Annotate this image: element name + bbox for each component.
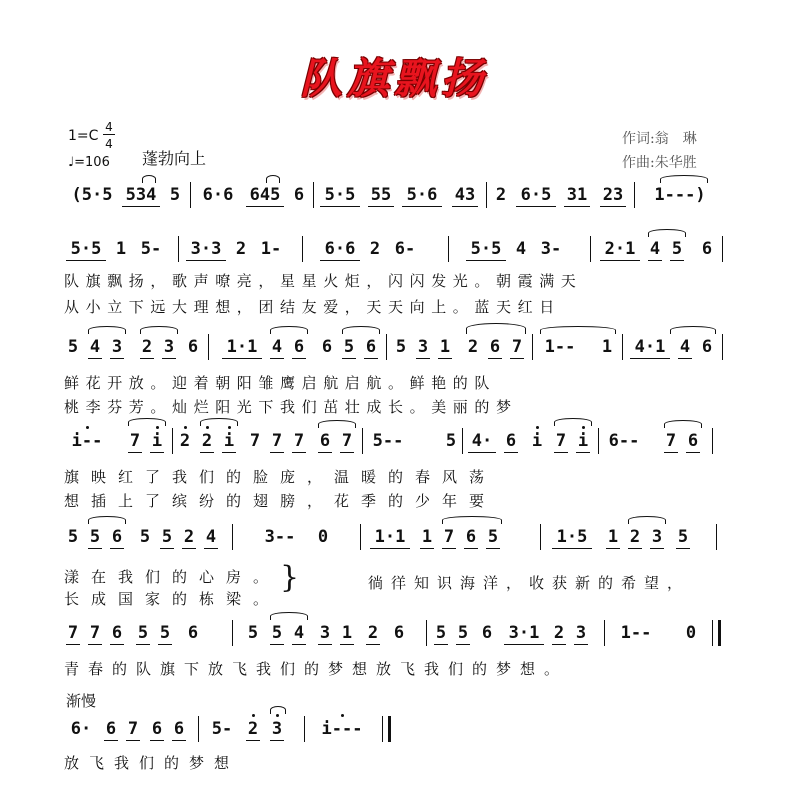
music-line-5 xyxy=(0,526,788,556)
note-group: 2·1 xyxy=(600,238,640,261)
tie-arc xyxy=(142,175,156,183)
slur-arc xyxy=(540,326,616,334)
note-group: (5·5 xyxy=(71,185,113,205)
note: 1 xyxy=(421,527,433,547)
note: 5 xyxy=(343,337,355,357)
final-bar xyxy=(388,716,391,742)
barline xyxy=(302,236,303,262)
note-group: 4·1 xyxy=(630,336,670,359)
note: 7 xyxy=(89,623,101,643)
note: 6 xyxy=(365,337,377,357)
note-group: 1-- xyxy=(620,623,652,643)
note: 3 xyxy=(651,527,663,547)
ritardando-mark: 渐慢 xyxy=(66,692,97,710)
barline xyxy=(448,236,449,262)
note: 1 xyxy=(439,337,451,357)
note-group: 645 xyxy=(246,184,284,207)
music-line-2 xyxy=(0,238,788,268)
note: 4 xyxy=(271,337,283,357)
fermata-arc xyxy=(270,706,286,714)
barline xyxy=(382,716,383,742)
barline xyxy=(360,524,361,550)
barline xyxy=(208,334,209,360)
barline xyxy=(198,716,199,742)
note: i xyxy=(223,431,235,451)
barline xyxy=(462,428,463,454)
time-signature-top: 4 xyxy=(105,120,113,134)
note: 2 xyxy=(235,239,247,259)
note: 6 xyxy=(293,337,305,357)
note-group: 3·3 xyxy=(186,238,226,261)
note: 3 xyxy=(111,337,123,357)
barline xyxy=(426,620,427,646)
note-group: 1- xyxy=(260,239,282,259)
lyrics-line-2-verse-2 xyxy=(0,396,788,416)
tie-arc xyxy=(266,175,280,183)
note: 4 xyxy=(649,239,661,259)
note: 6 xyxy=(105,719,117,739)
note-group: 43 xyxy=(452,184,478,207)
note: 6 xyxy=(687,431,699,451)
lyrics-line-3-verse-1 xyxy=(0,466,788,486)
note-group: 23 xyxy=(600,184,626,207)
note: 7 xyxy=(129,431,141,451)
note: i xyxy=(531,431,543,451)
note: 4 xyxy=(293,623,305,643)
tempo-mark: ♩=106 xyxy=(68,155,110,170)
note: 5 xyxy=(677,527,689,547)
slur-arc xyxy=(466,323,526,334)
note: 6 xyxy=(173,719,185,739)
slur-arc xyxy=(628,516,666,524)
lyric-text: 长成国家的栋梁。 xyxy=(64,590,281,608)
note-group: i--- xyxy=(312,718,372,740)
barline xyxy=(722,236,723,262)
note: 2 xyxy=(629,527,641,547)
note: 7 xyxy=(555,431,567,451)
note: 6 xyxy=(321,337,333,357)
note: 1 xyxy=(115,239,127,259)
note: 2 xyxy=(179,431,191,451)
note: 5 xyxy=(159,623,171,643)
note: 6 xyxy=(393,623,405,643)
barline xyxy=(716,524,717,550)
note: 6 xyxy=(465,527,477,547)
note: 4 xyxy=(679,337,691,357)
barline xyxy=(486,182,487,208)
slur-arc xyxy=(670,326,716,334)
lyric-text: 旗映红了我们的脸庞，温暖的春风荡 xyxy=(64,468,497,486)
lyric-text: 漾在我们的心房。 xyxy=(64,568,281,586)
note: 7 xyxy=(665,431,677,451)
slur-arc xyxy=(554,418,592,426)
slur-arc xyxy=(442,516,502,524)
lyric-text: 从小立下远大理想，团结友爱，天天向上。蓝天红日 xyxy=(64,298,561,316)
note-group: 6- xyxy=(394,239,416,259)
note: 2 xyxy=(495,185,507,205)
note: 5 xyxy=(67,337,79,357)
note-group: i-- xyxy=(66,430,108,452)
note-group: 1---) xyxy=(654,185,706,205)
note-group: 5·5 xyxy=(466,238,506,261)
music-line-3 xyxy=(0,336,788,366)
slur-arc xyxy=(318,420,356,428)
lyrics-line-3-verse-2 xyxy=(0,490,788,510)
lyrics-line-1-verse-2 xyxy=(0,296,788,316)
barline xyxy=(386,334,387,360)
note: 5 xyxy=(487,527,499,547)
note: 6 xyxy=(489,337,501,357)
note: 3 xyxy=(575,623,587,643)
note-group: 31 xyxy=(564,184,590,207)
barline xyxy=(178,236,179,262)
barline xyxy=(313,182,314,208)
lyrics-line-4-refrain xyxy=(0,572,788,592)
lyrics-line-5 xyxy=(0,658,788,678)
note-group: 6·6 xyxy=(202,185,234,205)
lyric-text: 桃李芬芳。灿烂阳光下我们茁壮成长。美丽的梦 xyxy=(64,398,518,416)
note: 1 xyxy=(601,337,613,357)
note: 4 xyxy=(205,527,217,547)
note: 6 xyxy=(187,337,199,357)
note: 7 xyxy=(293,431,305,451)
note: 1 xyxy=(607,527,619,547)
note-group: 5- xyxy=(140,239,162,259)
note-group: 1·1 xyxy=(222,336,262,359)
slur-arc xyxy=(88,516,126,524)
lyrics-line-6 xyxy=(0,752,788,772)
note: 7 xyxy=(341,431,353,451)
barline xyxy=(722,334,723,360)
note: 2 xyxy=(553,623,565,643)
note: 5 xyxy=(247,623,259,643)
note: 5 xyxy=(671,239,683,259)
barline xyxy=(232,620,233,646)
note: 2 xyxy=(467,337,479,357)
slur-arc xyxy=(88,326,126,334)
time-signature-line xyxy=(103,134,115,135)
note-group: 3-- xyxy=(264,527,296,547)
barline xyxy=(598,428,599,454)
key-signature: 1=C xyxy=(68,128,99,144)
slur-arc xyxy=(128,418,166,426)
repeat-barline xyxy=(712,620,713,646)
note: 5 xyxy=(67,527,79,547)
note: 7 xyxy=(443,527,455,547)
slur-arc xyxy=(140,326,178,334)
note-group: 5·5 xyxy=(320,184,360,207)
note-group: 534 xyxy=(122,184,160,207)
note: 7 xyxy=(67,623,79,643)
note: 6 xyxy=(701,337,713,357)
slur-arc xyxy=(664,420,702,428)
note-group: 1-- xyxy=(544,337,576,357)
note: 2 xyxy=(367,623,379,643)
lyric-text: 放飞我们的梦想 xyxy=(64,754,240,772)
note: 5 xyxy=(89,527,101,547)
note: i xyxy=(151,431,163,451)
note: 4 xyxy=(515,239,527,259)
note: 5 xyxy=(457,623,469,643)
barline xyxy=(712,428,713,454)
lyrics-line-2-verse-1 xyxy=(0,372,788,392)
note: 3 xyxy=(163,337,175,357)
tie-arc xyxy=(660,175,708,183)
note: 5 xyxy=(445,431,457,451)
note: 6 xyxy=(111,527,123,547)
note: 5 xyxy=(435,623,447,643)
note-group: 6· xyxy=(70,719,92,739)
note: 6 xyxy=(505,431,517,451)
note: 2 xyxy=(201,431,213,451)
barline xyxy=(362,428,363,454)
barline xyxy=(622,334,623,360)
note: 6 xyxy=(151,719,163,739)
note-group: 6-- xyxy=(608,431,640,451)
note: 2 xyxy=(247,719,259,739)
lyric-text: 想插上了缤纷的翅膀，花季的少年要 xyxy=(64,492,497,510)
barline xyxy=(634,182,635,208)
note: 1 xyxy=(341,623,353,643)
note-group: 1·1 xyxy=(370,526,410,549)
lyric-text: 徜徉知识海洋，收获新的希望， xyxy=(368,574,691,592)
note: 7 xyxy=(127,719,139,739)
lyric-text: 队旗飘扬，歌声嘹亮，星星火炬，闪闪发光。朝霞满天 xyxy=(64,272,583,290)
time-signature-bottom: 4 xyxy=(105,137,113,151)
note: 6 xyxy=(293,185,305,205)
barline xyxy=(172,428,173,454)
note: 6 xyxy=(481,623,493,643)
verse-brace: } xyxy=(280,560,300,595)
note: 5 xyxy=(137,623,149,643)
expression-mark: 蓬勃向上 xyxy=(142,149,207,168)
note-group: 3- xyxy=(540,239,562,259)
note: 6 xyxy=(187,623,199,643)
note: 6 xyxy=(319,431,331,451)
barline xyxy=(304,716,305,742)
slur-arc xyxy=(270,612,308,620)
note: 5 xyxy=(161,527,173,547)
barline xyxy=(540,524,541,550)
note-group: 1·5 xyxy=(552,526,592,549)
note: 7 xyxy=(511,337,523,357)
note-group: 5- xyxy=(211,719,233,739)
barline xyxy=(190,182,191,208)
note: 0 xyxy=(685,623,697,643)
note-group: 3·1 xyxy=(504,622,544,645)
lyric-text: 青春的队旗下放飞我们的梦想放飞我们的梦想。 xyxy=(64,660,569,678)
note: 6 xyxy=(701,239,713,259)
note: 5 xyxy=(139,527,151,547)
music-line-4 xyxy=(0,430,788,460)
music-line-7 xyxy=(0,718,788,748)
repeat-end-bar xyxy=(718,620,721,646)
slur-arc xyxy=(200,418,238,426)
note: 7 xyxy=(271,431,283,451)
barline xyxy=(232,524,233,550)
tie-arc xyxy=(648,229,686,237)
note-group: 5·5 xyxy=(66,238,106,261)
note: 3 xyxy=(319,623,331,643)
note: 5 xyxy=(169,185,181,205)
note: 0 xyxy=(317,527,329,547)
barline xyxy=(604,620,605,646)
note: 5 xyxy=(271,623,283,643)
note: 7 xyxy=(249,431,261,451)
slur-arc xyxy=(270,326,308,334)
note: 6 xyxy=(111,623,123,643)
note: i xyxy=(577,431,589,451)
composer-credit: 作曲:朱华胜 xyxy=(622,155,697,171)
note-group: 6·6 xyxy=(320,238,360,261)
song-title: 队旗飘扬 xyxy=(299,54,488,103)
note-group: 4· xyxy=(468,430,496,453)
note: 3 xyxy=(271,719,283,739)
note-group: 6·5 xyxy=(516,184,556,207)
note: 5 xyxy=(395,337,407,357)
note-group: 5-- xyxy=(372,431,404,451)
lyricist-credit: 作词:翁 琳 xyxy=(622,131,697,147)
barline xyxy=(532,334,533,360)
slur-arc xyxy=(342,326,380,334)
music-line-1 xyxy=(0,184,788,214)
note-group: 5·6 xyxy=(402,184,442,207)
note: 3 xyxy=(417,337,429,357)
note: 2 xyxy=(183,527,195,547)
lyrics-line-1-verse-1 xyxy=(0,270,788,290)
note: 2 xyxy=(369,239,381,259)
note: 2 xyxy=(141,337,153,357)
note: 4 xyxy=(89,337,101,357)
music-line-6 xyxy=(0,622,788,652)
note-group: 55 xyxy=(368,184,394,207)
lyric-text: 鲜花开放。迎着朝阳雏鹰启航启航。鲜艳的队 xyxy=(64,374,497,392)
barline xyxy=(590,236,591,262)
